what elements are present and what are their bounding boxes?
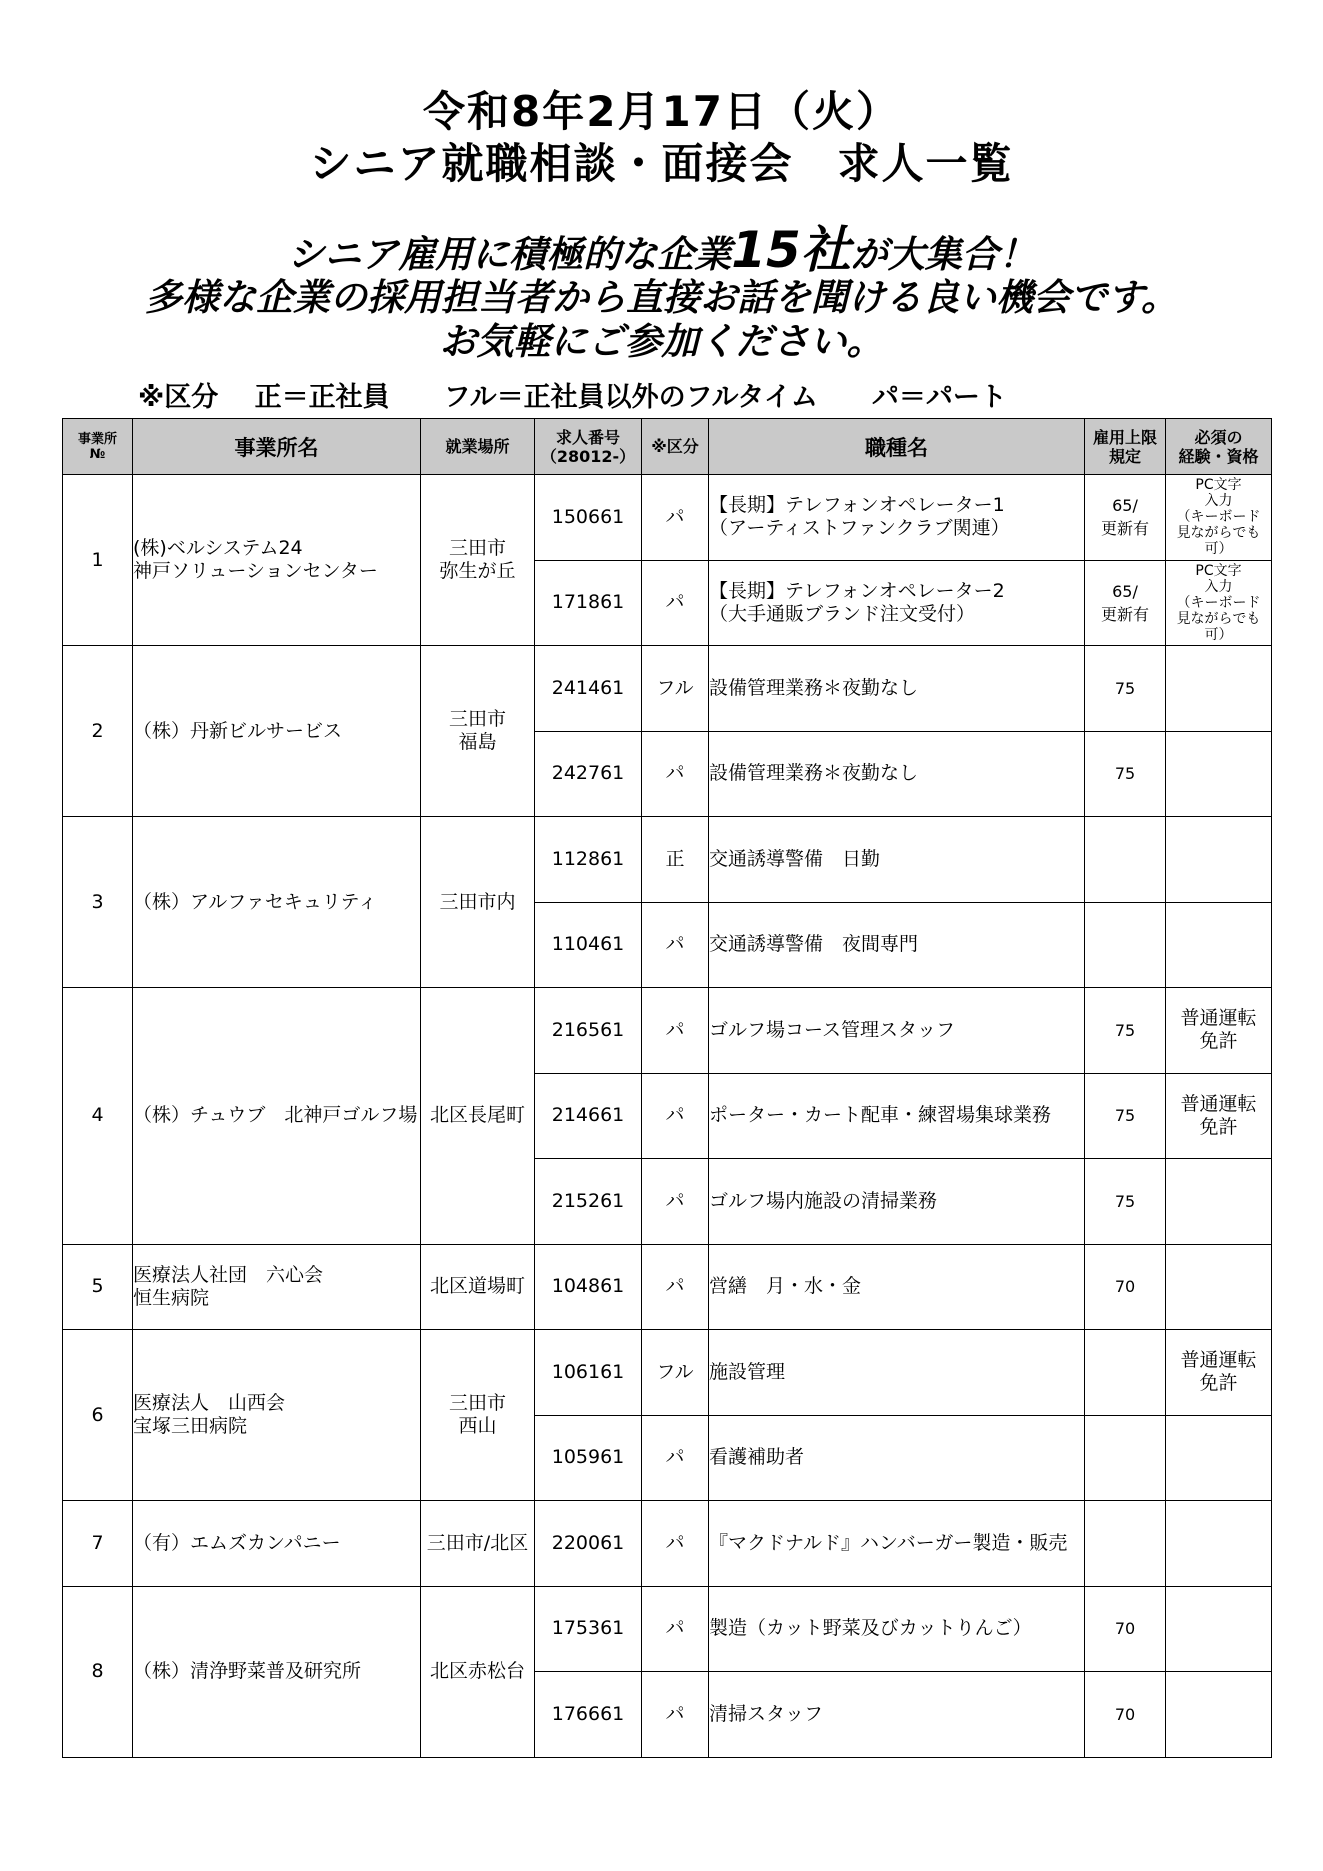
headline-line-2: 多様な企業の採用担当者から直接お話を聞ける良い機会です。 xyxy=(144,276,1179,319)
table-row xyxy=(63,1586,1272,1672)
employment-limit xyxy=(1085,902,1166,988)
requirements: 普通運転 免許 xyxy=(1166,1330,1272,1416)
job-title: 『マクドナルド』ハンバーガー製造・販売 xyxy=(709,1501,1085,1587)
job-number: 150661 xyxy=(535,475,642,561)
headline-line-1 xyxy=(0,221,1323,279)
job-title: 【長期】テレフォンオペレーター2 （大手通販ブランド注文受付） xyxy=(709,560,1085,646)
job-number: 220061 xyxy=(535,1501,642,1587)
requirements: 普通運転 免許 xyxy=(1166,988,1272,1074)
job-listing-table xyxy=(62,418,1272,1758)
office-no: 4 xyxy=(63,988,133,1245)
job-title: 製造（カット野菜及びカットりんご） xyxy=(709,1586,1085,1672)
work-location: 三田市内 xyxy=(421,817,535,988)
header-job-title: 職種名 xyxy=(709,419,1085,475)
requirements xyxy=(1166,1586,1272,1672)
job-number: 241461 xyxy=(535,646,642,732)
job-number: 171861 xyxy=(535,560,642,646)
header-business-name: 事業所名 xyxy=(133,419,421,475)
job-number: 106161 xyxy=(535,1330,642,1416)
header-requirements: 必須の 経験・資格 xyxy=(1166,419,1272,475)
job-title: 設備管理業務＊夜勤なし xyxy=(709,731,1085,817)
date-title: 令和8年2月17日（火） xyxy=(423,87,900,136)
event-title: シニア就職相談・面接会 求人一覧 xyxy=(309,139,1014,188)
category: パ xyxy=(642,1501,709,1587)
requirements xyxy=(1166,1501,1272,1587)
requirements xyxy=(1166,1672,1272,1758)
work-location: 北区道場町 xyxy=(421,1244,535,1330)
category: パ xyxy=(642,1672,709,1758)
category: パ xyxy=(642,475,709,561)
work-location: 北区赤松台 xyxy=(421,1586,535,1757)
category: パ xyxy=(642,1415,709,1501)
headline-line-3: お気軽にご参加ください。 xyxy=(439,320,884,363)
job-number: 175361 xyxy=(535,1586,642,1672)
requirements xyxy=(1166,1244,1272,1330)
header-employment-limit: 雇用上限 規定 xyxy=(1085,419,1166,475)
job-title: ゴルフ場内施設の清掃業務 xyxy=(709,1159,1085,1245)
work-location: 北区長尾町 xyxy=(421,988,535,1245)
business-name: （株）アルファセキュリティ xyxy=(133,817,421,988)
job-number: 104861 xyxy=(535,1244,642,1330)
employment-limit xyxy=(1085,1330,1166,1416)
business-name: （株）丹新ビルサービス xyxy=(133,646,421,817)
job-number: 214661 xyxy=(535,1073,642,1159)
category: パ xyxy=(642,731,709,817)
job-number: 112861 xyxy=(535,817,642,903)
table-row xyxy=(63,646,1272,732)
job-title: 交通誘導警備 日勤 xyxy=(709,817,1085,903)
employment-limit: 65/ 更新有 xyxy=(1085,475,1166,561)
employment-limit xyxy=(1085,817,1166,903)
category: パ xyxy=(642,1159,709,1245)
category: パ xyxy=(642,988,709,1074)
table-row xyxy=(63,817,1272,903)
work-location: 三田市 弥生が丘 xyxy=(421,475,535,646)
job-title: 営繕 月・水・金 xyxy=(709,1244,1085,1330)
category: パ xyxy=(642,1073,709,1159)
table-header-row xyxy=(63,419,1272,475)
job-number: 216561 xyxy=(535,988,642,1074)
employment-limit: 70 xyxy=(1085,1244,1166,1330)
requirements xyxy=(1166,902,1272,988)
office-no: 1 xyxy=(63,475,133,646)
employment-limit: 75 xyxy=(1085,988,1166,1074)
business-name: （株）チュウブ 北神戸ゴルフ場 xyxy=(133,988,421,1245)
job-title: 清掃スタッフ xyxy=(709,1672,1085,1758)
requirements: PC文字 入力 （キーボード 見ながらでも 可） xyxy=(1166,475,1272,561)
requirements xyxy=(1166,646,1272,732)
category-legend: ※区分 正＝正社員 フル＝正社員以外のフルタイム パ＝パート xyxy=(138,382,1007,413)
category: フル xyxy=(642,1330,709,1416)
employment-limit: 75 xyxy=(1085,1159,1166,1245)
office-no: 3 xyxy=(63,817,133,988)
job-title: 設備管理業務＊夜勤なし xyxy=(709,646,1085,732)
office-no: 7 xyxy=(63,1501,133,1587)
job-title: ポーター・カート配車・練習場集球業務 xyxy=(709,1073,1085,1159)
employment-limit: 75 xyxy=(1085,1073,1166,1159)
business-name: (株)ベルシステム24 神戸ソリューションセンター xyxy=(133,475,421,646)
employment-limit xyxy=(1085,1501,1166,1587)
office-no: 6 xyxy=(63,1330,133,1501)
category: パ xyxy=(642,560,709,646)
employment-limit: 75 xyxy=(1085,646,1166,732)
table-row xyxy=(63,988,1272,1074)
job-title: 【長期】テレフォンオペレーター1 （アーティストファンクラブ関連） xyxy=(709,475,1085,561)
requirements xyxy=(1166,817,1272,903)
header-office-no: 事業所 № xyxy=(63,419,133,475)
employment-limit xyxy=(1085,1415,1166,1501)
header-work-location: 就業場所 xyxy=(421,419,535,475)
job-title: 施設管理 xyxy=(709,1330,1085,1416)
table-row xyxy=(63,475,1272,561)
job-title: ゴルフ場コース管理スタッフ xyxy=(709,988,1085,1074)
category: パ xyxy=(642,1586,709,1672)
table-row xyxy=(63,1244,1272,1330)
business-name: （株）清浄野菜普及研究所 xyxy=(133,1586,421,1757)
work-location: 三田市/北区 xyxy=(421,1501,535,1587)
job-title: 看護補助者 xyxy=(709,1415,1085,1501)
requirements xyxy=(1166,731,1272,817)
job-number: 215261 xyxy=(535,1159,642,1245)
employment-limit: 70 xyxy=(1085,1672,1166,1758)
employment-limit: 70 xyxy=(1085,1586,1166,1672)
category: フル xyxy=(642,646,709,732)
job-number: 176661 xyxy=(535,1672,642,1758)
requirements: 普通運転 免許 xyxy=(1166,1073,1272,1159)
office-no: 2 xyxy=(63,646,133,817)
job-number: 110461 xyxy=(535,902,642,988)
category: パ xyxy=(642,902,709,988)
employment-limit: 65/ 更新有 xyxy=(1085,560,1166,646)
job-title: 交通誘導警備 夜間専門 xyxy=(709,902,1085,988)
work-location: 三田市 福島 xyxy=(421,646,535,817)
company-count: 15社 xyxy=(731,221,851,279)
header-category: ※区分 xyxy=(642,419,709,475)
job-number: 105961 xyxy=(535,1415,642,1501)
category: 正 xyxy=(642,817,709,903)
header-job-number: 求人番号 （28012-） xyxy=(535,419,642,475)
headline-suffix: が大集合！ xyxy=(850,233,1036,276)
requirements xyxy=(1166,1415,1272,1501)
office-no: 5 xyxy=(63,1244,133,1330)
business-name: 医療法人 山西会 宝塚三田病院 xyxy=(133,1330,421,1501)
work-location: 三田市 西山 xyxy=(421,1330,535,1501)
table-row xyxy=(63,1330,1272,1416)
business-name: 医療法人社団 六心会 恒生病院 xyxy=(133,1244,421,1330)
employment-limit: 75 xyxy=(1085,731,1166,817)
headline-prefix: シニア雇用に積極的な企業 xyxy=(287,233,732,276)
requirements xyxy=(1166,1159,1272,1245)
business-name: （有）エムズカンパニー xyxy=(133,1501,421,1587)
table-row xyxy=(63,1501,1272,1587)
job-number: 242761 xyxy=(535,731,642,817)
requirements: PC文字 入力 （キーボード 見ながらでも 可） xyxy=(1166,560,1272,646)
office-no: 8 xyxy=(63,1586,133,1757)
category: パ xyxy=(642,1244,709,1330)
